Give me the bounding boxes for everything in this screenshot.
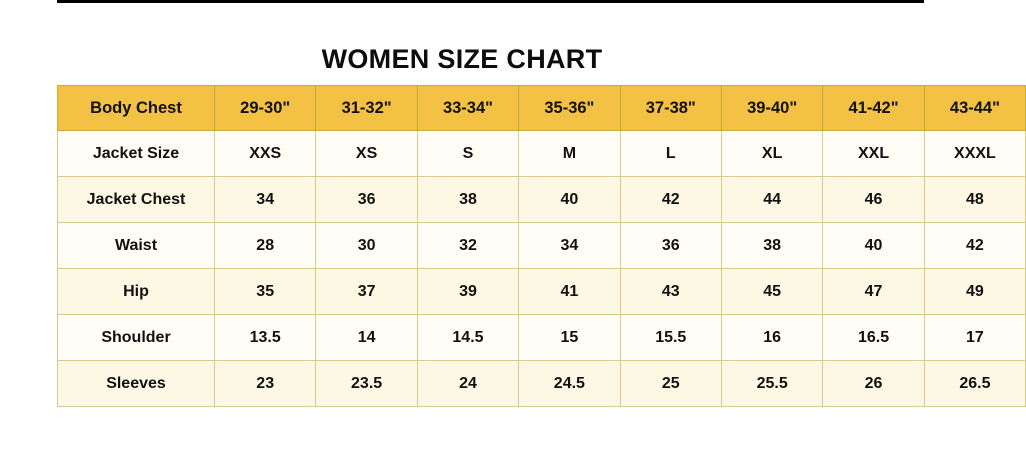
table-cell: 39 bbox=[417, 269, 518, 315]
table-cell: 42 bbox=[620, 177, 721, 223]
table-cell: 13.5 bbox=[215, 315, 316, 361]
table-cell: 49 bbox=[924, 269, 1025, 315]
table-cell: 30 bbox=[316, 223, 417, 269]
table-cell: M bbox=[519, 131, 620, 177]
table-cell: 34 bbox=[519, 223, 620, 269]
table-cell: 47 bbox=[823, 269, 924, 315]
table-row bbox=[58, 223, 1026, 269]
table-cell: 16 bbox=[721, 315, 822, 361]
table-header-cell: Body Chest bbox=[58, 86, 215, 131]
table-cell: 36 bbox=[620, 223, 721, 269]
table-cell: 24 bbox=[417, 361, 518, 407]
table-cell: 15.5 bbox=[620, 315, 721, 361]
table-row bbox=[58, 315, 1026, 361]
row-label: Hip bbox=[58, 269, 215, 315]
table-cell: 25.5 bbox=[721, 361, 822, 407]
table-cell: 25 bbox=[620, 361, 721, 407]
row-label: Waist bbox=[58, 223, 215, 269]
table-cell: 40 bbox=[519, 177, 620, 223]
table-cell: S bbox=[417, 131, 518, 177]
table-cell: 35 bbox=[215, 269, 316, 315]
table-cell: XXS bbox=[215, 131, 316, 177]
table-cell: 40 bbox=[823, 223, 924, 269]
table-cell: 45 bbox=[721, 269, 822, 315]
table-header-cell: 29-30" bbox=[215, 86, 316, 131]
table-cell: XS bbox=[316, 131, 417, 177]
row-label: Jacket Chest bbox=[58, 177, 215, 223]
table-cell: 46 bbox=[823, 177, 924, 223]
table-cell: 38 bbox=[721, 223, 822, 269]
table-header-cell: 39-40" bbox=[721, 86, 822, 131]
row-label: Sleeves bbox=[58, 361, 215, 407]
table-header-cell: 35-36" bbox=[519, 86, 620, 131]
table-cell: 28 bbox=[215, 223, 316, 269]
table-cell: 23.5 bbox=[316, 361, 417, 407]
table-row bbox=[58, 177, 1026, 223]
table-row bbox=[58, 131, 1026, 177]
page-title: WOMEN SIZE CHART bbox=[321, 44, 603, 74]
table-row bbox=[58, 361, 1026, 407]
table-cell: 26.5 bbox=[924, 361, 1025, 407]
table-cell: 32 bbox=[417, 223, 518, 269]
table-cell: 26 bbox=[823, 361, 924, 407]
table-cell: XXL bbox=[823, 131, 924, 177]
table-cell: XXXL bbox=[924, 131, 1025, 177]
table-cell: 42 bbox=[924, 223, 1025, 269]
table-header-cell: 31-32" bbox=[316, 86, 417, 131]
table-cell: 14 bbox=[316, 315, 417, 361]
size-chart-table bbox=[57, 85, 1026, 407]
table-header-cell: 37-38" bbox=[620, 86, 721, 131]
table-cell: 34 bbox=[215, 177, 316, 223]
table-cell: 41 bbox=[519, 269, 620, 315]
table-cell: 44 bbox=[721, 177, 822, 223]
table-cell: 23 bbox=[215, 361, 316, 407]
table-cell: 24.5 bbox=[519, 361, 620, 407]
table-cell: 43 bbox=[620, 269, 721, 315]
table-header-cell: 33-34" bbox=[417, 86, 518, 131]
table-cell: 14.5 bbox=[417, 315, 518, 361]
table-header-cell: 41-42" bbox=[823, 86, 924, 131]
table-cell: XL bbox=[721, 131, 822, 177]
table-cell: 37 bbox=[316, 269, 417, 315]
table-header-row bbox=[58, 86, 1026, 131]
table-row bbox=[58, 269, 1026, 315]
table-cell: L bbox=[620, 131, 721, 177]
table-cell: 38 bbox=[417, 177, 518, 223]
table-cell: 16.5 bbox=[823, 315, 924, 361]
table-header-cell: 43-44" bbox=[924, 86, 1025, 131]
row-label: Shoulder bbox=[58, 315, 215, 361]
table-cell: 48 bbox=[924, 177, 1025, 223]
table-cell: 15 bbox=[519, 315, 620, 361]
row-label: Jacket Size bbox=[58, 131, 215, 177]
table-cell: 17 bbox=[924, 315, 1025, 361]
table-cell: 36 bbox=[316, 177, 417, 223]
